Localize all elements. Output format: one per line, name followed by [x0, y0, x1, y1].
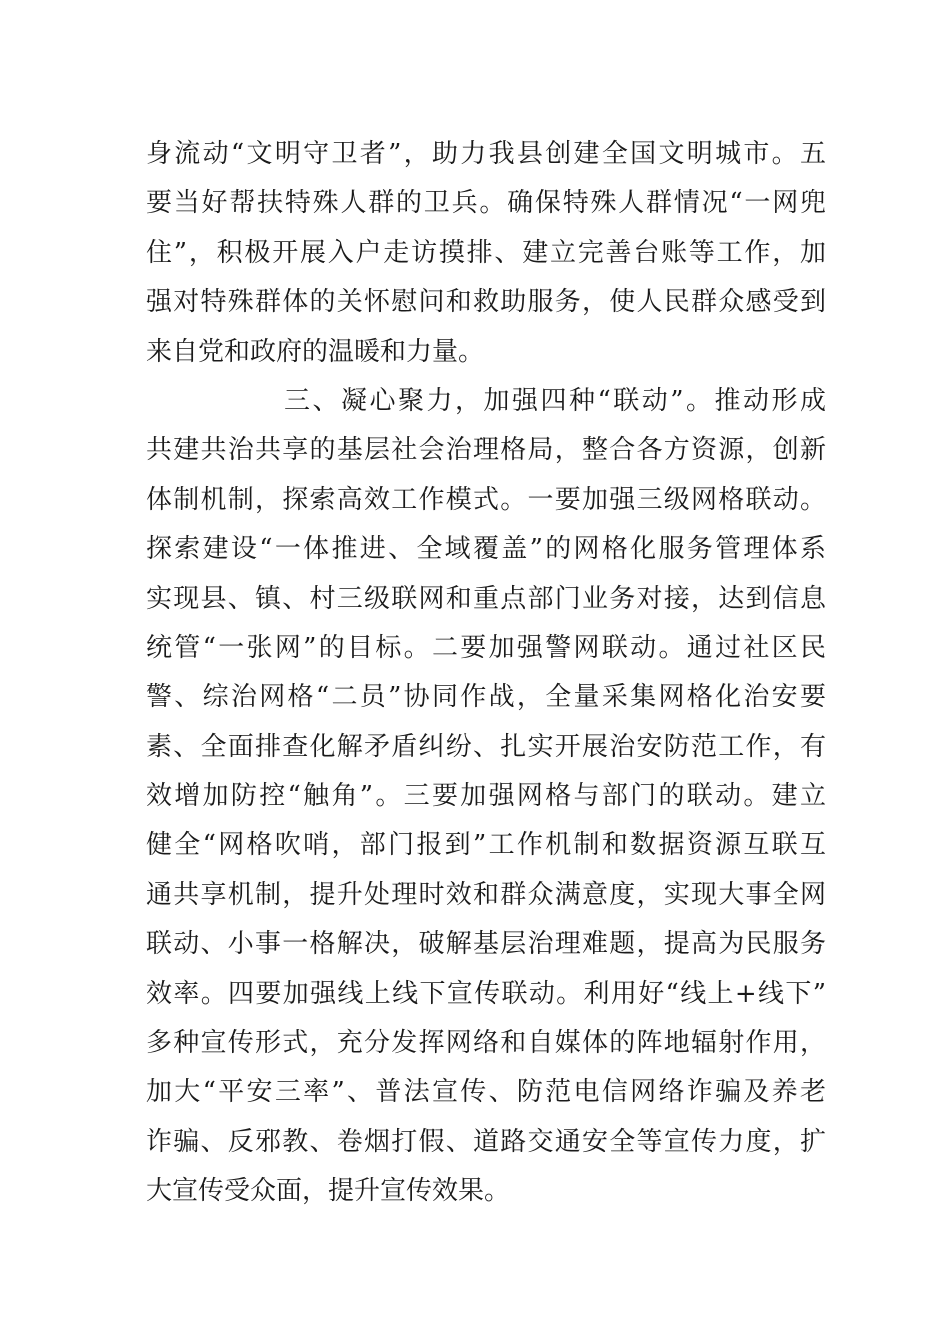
text-line: 探索建设“一体推进、全域覆盖”的网格化服务管理体系 — [146, 534, 826, 565]
text-line: 大宣传受众面，提升宣传效果。 — [146, 1176, 511, 1207]
text-line: 来自党和政府的温暖和力量。 — [146, 336, 485, 367]
text-line: 体制机制，探索高效工作模式。一要加强三级网格联动。 — [146, 484, 826, 515]
text-line: 通共享机制，提升处理时效和群众满意度，实现大事全网 — [146, 879, 826, 910]
text-line: 诈骗、反邪教、卷烟打假、道路交通安全等宣传力度，扩 — [146, 1126, 826, 1157]
text-line: 素、全面排查化解矛盾纠纷、扎实开展治安防范工作，有 — [146, 731, 826, 762]
text-line: 效率。四要加强线上线下宣传联动。利用好“线上+线下” — [146, 978, 826, 1009]
text-line: 多种宣传形式，充分发挥网络和自媒体的阵地辐射作用， — [146, 1028, 826, 1059]
body-text — [146, 130, 826, 1217]
text-line: 效增加防控“触角”。三要加强网格与部门的联动。建立 — [146, 781, 826, 812]
text-line: 共建共治共享的基层社会治理格局，整合各方资源，创新 — [146, 435, 826, 466]
text-line: 住”，积极开展入户走访摸排、建立完善台账等工作，加 — [146, 237, 826, 268]
section-heading-line: 三、凝心聚力，加强四种“联动”。推动形成 — [284, 385, 826, 416]
text-line: 警、综治网格“二员”协同作战，全量采集网格化治安要 — [146, 682, 826, 713]
text-line: 身流动“文明守卫者”，助力我县创建全国文明城市。五 — [146, 139, 826, 169]
text-line: 健全“网格吹哨，部门报到”工作机制和数据资源互联互 — [146, 830, 826, 861]
text-line: 加大“平安三率”、普法宣传、防范电信网络诈骗及养老 — [146, 1077, 826, 1108]
text-line: 强对特殊群体的关怀慰问和救助服务，使人民群众感受到 — [146, 287, 826, 318]
text-line: 联动、小事一格解决，破解基层治理难题，提高为民服务 — [146, 929, 826, 960]
text-line: 统管“一张网”的目标。二要加强警网联动。通过社区民 — [146, 632, 826, 663]
text-line: 实现县、镇、村三级联网和重点部门业务对接，达到信息 — [146, 583, 826, 614]
text-line: 要当好帮扶特殊人群的卫兵。确保特殊人群情况“一网兜 — [146, 188, 826, 219]
